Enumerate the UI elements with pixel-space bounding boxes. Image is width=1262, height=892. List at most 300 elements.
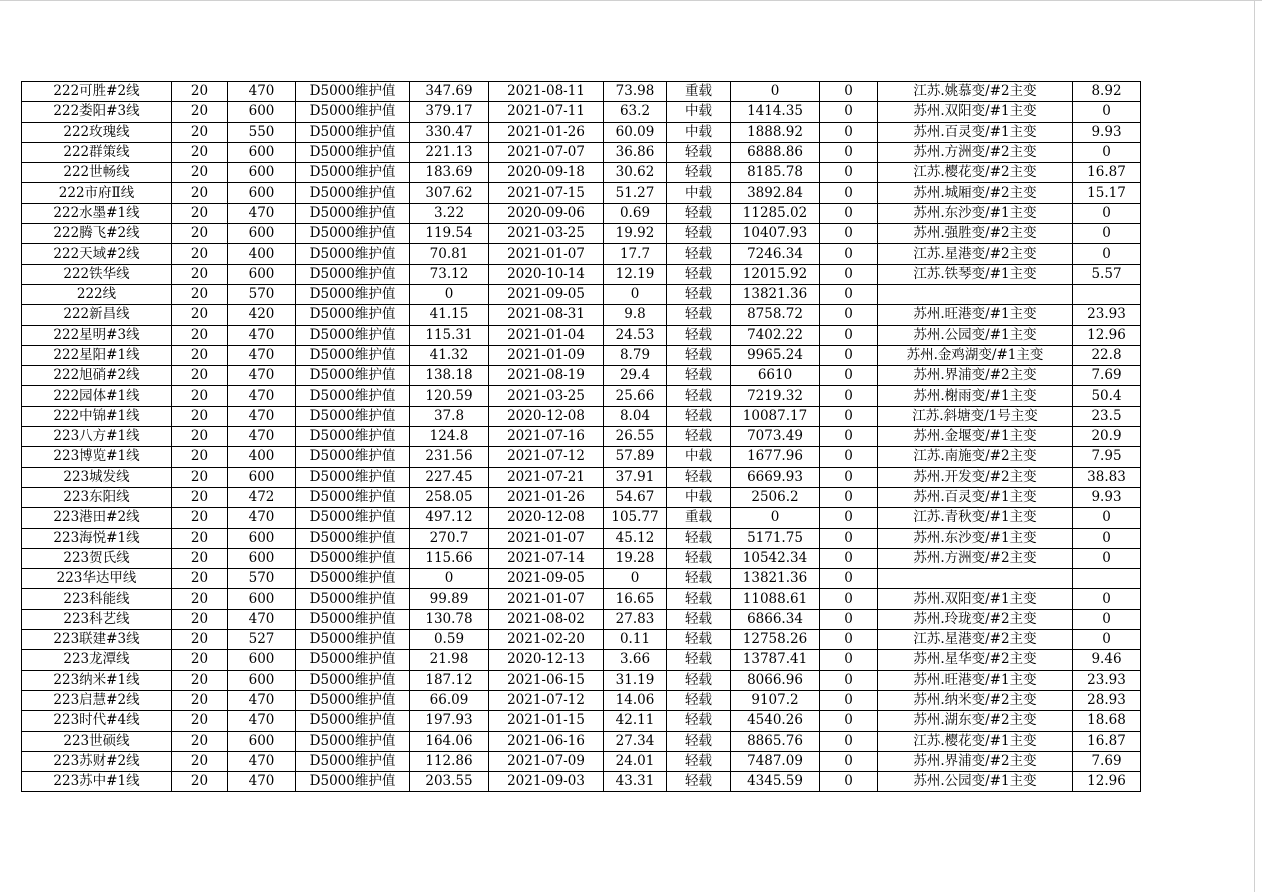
cell-transformer: 江苏.铁琴变/#1主变 (878, 264, 1073, 284)
cell-margin: 7487.09 (731, 751, 820, 771)
cell-margin: 8865.76 (731, 731, 820, 751)
cell-load-rate: 9.8 (604, 305, 667, 325)
cell-transformer-rate: 12.96 (1073, 325, 1141, 345)
cell-line-name: 222群策线 (22, 142, 172, 162)
cell-voltage: 20 (172, 163, 228, 183)
cell-margin: 9965.24 (731, 345, 820, 365)
cell-date: 2021-01-26 (489, 122, 604, 142)
cell-margin: 0 (731, 82, 820, 102)
cell-data-source: D5000维护值 (296, 508, 410, 528)
cell-data-source: D5000维护值 (296, 609, 410, 629)
cell-load-rate: 54.67 (604, 487, 667, 507)
cell-rated-current: 400 (228, 244, 296, 264)
cell-load-status: 轻载 (667, 224, 731, 244)
cell-rated-current: 470 (228, 690, 296, 710)
cell-load-status: 中载 (667, 122, 731, 142)
table-row (22, 569, 1141, 589)
table-row (22, 386, 1141, 406)
cell-transformer: 苏州.百灵变/#1主变 (878, 122, 1073, 142)
cell-load-rate: 60.09 (604, 122, 667, 142)
cell-load-rate: 27.83 (604, 609, 667, 629)
table-row (22, 122, 1141, 142)
cell-transformer: 苏州.界浦变/#2主变 (878, 751, 1073, 771)
cell-load-status: 轻载 (667, 386, 731, 406)
cell-current-value: 37.8 (410, 406, 489, 426)
cell-transformer: 苏州.方洲变/#2主变 (878, 142, 1073, 162)
cell-load-rate: 17.7 (604, 244, 667, 264)
cell-transformer: 苏州.双阳变/#1主变 (878, 102, 1073, 122)
cell-load-status: 轻载 (667, 305, 731, 325)
cell-load-rate: 0.11 (604, 630, 667, 650)
cell-transformer-rate: 9.93 (1073, 487, 1141, 507)
cell-transformer: 江苏.斜塘变/1号主变 (878, 406, 1073, 426)
cell-voltage: 20 (172, 102, 228, 122)
cell-margin: 10542.34 (731, 548, 820, 568)
cell-transformer-rate: 0 (1073, 508, 1141, 528)
cell-rated-current: 470 (228, 325, 296, 345)
cell-voltage: 20 (172, 650, 228, 670)
cell-date: 2021-01-07 (489, 528, 604, 548)
cell-date: 2021-08-19 (489, 366, 604, 386)
cell-current-value: 0 (410, 569, 489, 589)
cell-line-name: 223启慧#2线 (22, 690, 172, 710)
cell-current-value: 119.54 (410, 224, 489, 244)
cell-transformer-rate: 7.69 (1073, 366, 1141, 386)
cell-current-value: 183.69 (410, 163, 489, 183)
cell-margin: 7219.32 (731, 386, 820, 406)
cell-current-value: 138.18 (410, 366, 489, 386)
cell-data-source: D5000维护值 (296, 630, 410, 650)
cell-rated-current: 470 (228, 345, 296, 365)
table-row (22, 325, 1141, 345)
cell-load-rate: 73.98 (604, 82, 667, 102)
cell-data-source: D5000维护值 (296, 751, 410, 771)
cell-data-source: D5000维护值 (296, 325, 410, 345)
cell-transformer-rate (1073, 569, 1141, 589)
cell-margin: 8758.72 (731, 305, 820, 325)
cell-load-rate: 8.04 (604, 406, 667, 426)
cell-line-name: 222天域#2线 (22, 244, 172, 264)
cell-col-zero: 0 (820, 305, 878, 325)
cell-rated-current: 470 (228, 772, 296, 792)
cell-voltage: 20 (172, 366, 228, 386)
table-row (22, 244, 1141, 264)
table-body (22, 82, 1141, 792)
cell-voltage: 20 (172, 264, 228, 284)
cell-transformer-rate: 16.87 (1073, 731, 1141, 751)
cell-load-status: 轻载 (667, 650, 731, 670)
cell-col-zero: 0 (820, 224, 878, 244)
table-row (22, 427, 1141, 447)
cell-line-name: 223联建#3线 (22, 630, 172, 650)
cell-load-rate: 24.01 (604, 751, 667, 771)
cell-transformer: 苏州.双阳变/#1主变 (878, 589, 1073, 609)
cell-transformer: 江苏.星港变/#2主变 (878, 630, 1073, 650)
cell-load-rate: 14.06 (604, 690, 667, 710)
cell-load-status: 轻载 (667, 406, 731, 426)
cell-voltage: 20 (172, 82, 228, 102)
cell-data-source: D5000维护值 (296, 690, 410, 710)
cell-current-value: 130.78 (410, 609, 489, 629)
cell-data-source: D5000维护值 (296, 122, 410, 142)
cell-rated-current: 600 (228, 467, 296, 487)
cell-load-rate: 57.89 (604, 447, 667, 467)
cell-margin: 1414.35 (731, 102, 820, 122)
cell-margin: 4345.59 (731, 772, 820, 792)
cell-date: 2020-12-13 (489, 650, 604, 670)
cell-load-status: 轻载 (667, 670, 731, 690)
cell-load-status: 轻载 (667, 772, 731, 792)
cell-data-source: D5000维护值 (296, 264, 410, 284)
cell-rated-current: 600 (228, 224, 296, 244)
cell-current-value: 347.69 (410, 82, 489, 102)
cell-margin: 6669.93 (731, 467, 820, 487)
cell-transformer-rate: 0 (1073, 589, 1141, 609)
cell-data-source: D5000维护值 (296, 386, 410, 406)
cell-voltage: 20 (172, 772, 228, 792)
cell-rated-current: 600 (228, 264, 296, 284)
cell-load-rate: 37.91 (604, 467, 667, 487)
cell-voltage: 20 (172, 203, 228, 223)
cell-transformer: 苏州.东沙变/#1主变 (878, 528, 1073, 548)
cell-rated-current: 400 (228, 447, 296, 467)
cell-transformer (878, 569, 1073, 589)
cell-line-name: 222线 (22, 284, 172, 304)
cell-line-name: 222腾飞#2线 (22, 224, 172, 244)
cell-transformer-rate: 22.8 (1073, 345, 1141, 365)
cell-load-status: 轻载 (667, 751, 731, 771)
cell-line-name: 222园体#1线 (22, 386, 172, 406)
cell-col-zero: 0 (820, 102, 878, 122)
cell-load-rate: 16.65 (604, 589, 667, 609)
cell-load-status: 轻载 (667, 609, 731, 629)
cell-line-name: 222玫瑰线 (22, 122, 172, 142)
table-row (22, 284, 1141, 304)
cell-transformer: 江苏.星港变/#2主变 (878, 244, 1073, 264)
cell-margin: 0 (731, 508, 820, 528)
cell-data-source: D5000维护值 (296, 224, 410, 244)
cell-data-source: D5000维护值 (296, 711, 410, 731)
cell-line-name: 223苏财#2线 (22, 751, 172, 771)
cell-rated-current: 527 (228, 630, 296, 650)
cell-date: 2020-09-18 (489, 163, 604, 183)
table-row (22, 142, 1141, 162)
cell-transformer-rate: 0 (1073, 630, 1141, 650)
cell-current-value: 197.93 (410, 711, 489, 731)
cell-current-value: 497.12 (410, 508, 489, 528)
cell-date: 2021-07-16 (489, 427, 604, 447)
cell-data-source: D5000维护值 (296, 487, 410, 507)
cell-transformer-rate: 23.5 (1073, 406, 1141, 426)
cell-current-value: 112.86 (410, 751, 489, 771)
cell-line-name: 223博览#1线 (22, 447, 172, 467)
cell-load-status: 轻载 (667, 589, 731, 609)
cell-col-zero: 0 (820, 609, 878, 629)
cell-data-source: D5000维护值 (296, 366, 410, 386)
cell-col-zero: 0 (820, 142, 878, 162)
table-row (22, 467, 1141, 487)
cell-rated-current: 470 (228, 366, 296, 386)
cell-voltage: 20 (172, 569, 228, 589)
cell-line-name: 223龙潭线 (22, 650, 172, 670)
cell-date: 2021-06-15 (489, 670, 604, 690)
cell-margin: 6610 (731, 366, 820, 386)
cell-transformer: 苏州.界浦变/#2主变 (878, 366, 1073, 386)
cell-date: 2021-07-11 (489, 102, 604, 122)
cell-margin: 3892.84 (731, 183, 820, 203)
cell-voltage: 20 (172, 244, 228, 264)
cell-transformer-rate: 7.69 (1073, 751, 1141, 771)
cell-voltage: 20 (172, 528, 228, 548)
cell-current-value: 258.05 (410, 487, 489, 507)
cell-col-zero: 0 (820, 406, 878, 426)
cell-rated-current: 472 (228, 487, 296, 507)
cell-margin: 8066.96 (731, 670, 820, 690)
cell-transformer-rate: 0 (1073, 528, 1141, 548)
cell-col-zero: 0 (820, 731, 878, 751)
table-row (22, 508, 1141, 528)
cell-load-status: 中载 (667, 487, 731, 507)
cell-col-zero: 0 (820, 690, 878, 710)
cell-current-value: 124.8 (410, 427, 489, 447)
cell-load-status: 轻载 (667, 325, 731, 345)
cell-margin: 7073.49 (731, 427, 820, 447)
cell-date: 2021-01-26 (489, 487, 604, 507)
cell-col-zero: 0 (820, 569, 878, 589)
table-row (22, 82, 1141, 102)
table-row (22, 751, 1141, 771)
cell-transformer-rate: 0 (1073, 142, 1141, 162)
cell-date: 2021-07-12 (489, 447, 604, 467)
cell-col-zero: 0 (820, 427, 878, 447)
cell-margin: 2506.2 (731, 487, 820, 507)
cell-voltage: 20 (172, 487, 228, 507)
cell-voltage: 20 (172, 183, 228, 203)
cell-data-source: D5000维护值 (296, 650, 410, 670)
cell-date: 2021-01-15 (489, 711, 604, 731)
cell-line-name: 222旭硝#2线 (22, 366, 172, 386)
cell-data-source: D5000维护值 (296, 731, 410, 751)
cell-load-status: 轻载 (667, 366, 731, 386)
cell-transformer: 苏州.旺港变/#1主变 (878, 670, 1073, 690)
cell-voltage: 20 (172, 609, 228, 629)
cell-data-source: D5000维护值 (296, 142, 410, 162)
cell-load-status: 中载 (667, 102, 731, 122)
cell-line-name: 222水墨#1线 (22, 203, 172, 223)
table-row (22, 772, 1141, 792)
cell-load-rate: 105.77 (604, 508, 667, 528)
cell-load-status: 轻载 (667, 630, 731, 650)
cell-line-name: 223东阳线 (22, 487, 172, 507)
cell-rated-current: 600 (228, 731, 296, 751)
cell-current-value: 115.66 (410, 548, 489, 568)
cell-line-name: 223科能线 (22, 589, 172, 609)
cell-current-value: 41.15 (410, 305, 489, 325)
cell-rated-current: 600 (228, 650, 296, 670)
cell-load-status: 中载 (667, 183, 731, 203)
cell-col-zero: 0 (820, 386, 878, 406)
cell-current-value: 330.47 (410, 122, 489, 142)
cell-transformer: 苏州.开发变/#2主变 (878, 467, 1073, 487)
cell-date: 2020-12-08 (489, 508, 604, 528)
cell-data-source: D5000维护值 (296, 772, 410, 792)
cell-col-zero: 0 (820, 670, 878, 690)
cell-margin: 9107.2 (731, 690, 820, 710)
cell-current-value: 227.45 (410, 467, 489, 487)
cell-load-rate: 29.4 (604, 366, 667, 386)
cell-load-rate: 19.92 (604, 224, 667, 244)
cell-load-rate: 27.34 (604, 731, 667, 751)
cell-line-name: 223八方#1线 (22, 427, 172, 447)
data-table (21, 81, 1141, 792)
table-row (22, 690, 1141, 710)
cell-load-status: 轻载 (667, 203, 731, 223)
cell-date: 2021-01-07 (489, 589, 604, 609)
cell-voltage: 20 (172, 284, 228, 304)
cell-rated-current: 570 (228, 569, 296, 589)
cell-margin: 1888.92 (731, 122, 820, 142)
cell-load-rate: 31.19 (604, 670, 667, 690)
table-row (22, 609, 1141, 629)
cell-transformer: 苏州.湖东变/#2主变 (878, 711, 1073, 731)
cell-transformer: 苏州.城厢变/#2主变 (878, 183, 1073, 203)
cell-line-name: 222铁华线 (22, 264, 172, 284)
cell-data-source: D5000维护值 (296, 345, 410, 365)
cell-load-rate: 8.79 (604, 345, 667, 365)
cell-line-name: 223城发线 (22, 467, 172, 487)
cell-load-rate: 30.62 (604, 163, 667, 183)
cell-data-source: D5000维护值 (296, 467, 410, 487)
cell-current-value: 221.13 (410, 142, 489, 162)
cell-load-status: 轻载 (667, 244, 731, 264)
cell-line-name: 223贺氏线 (22, 548, 172, 568)
cell-col-zero: 0 (820, 82, 878, 102)
cell-voltage: 20 (172, 630, 228, 650)
cell-data-source: D5000维护值 (296, 305, 410, 325)
cell-line-name: 223华达甲线 (22, 569, 172, 589)
cell-load-status: 轻载 (667, 345, 731, 365)
page-edge-right (1254, 0, 1255, 892)
table-row (22, 183, 1141, 203)
cell-rated-current: 600 (228, 142, 296, 162)
cell-transformer-rate: 5.57 (1073, 264, 1141, 284)
cell-transformer: 江苏.樱花变/#2主变 (878, 163, 1073, 183)
cell-margin: 1677.96 (731, 447, 820, 467)
cell-transformer-rate: 28.93 (1073, 690, 1141, 710)
cell-date: 2021-07-07 (489, 142, 604, 162)
cell-load-rate: 51.27 (604, 183, 667, 203)
cell-date: 2021-06-16 (489, 731, 604, 751)
cell-col-zero: 0 (820, 284, 878, 304)
cell-rated-current: 470 (228, 609, 296, 629)
cell-transformer-rate: 12.96 (1073, 772, 1141, 792)
table-row (22, 528, 1141, 548)
cell-date: 2021-08-31 (489, 305, 604, 325)
cell-col-zero: 0 (820, 447, 878, 467)
cell-data-source: D5000维护值 (296, 284, 410, 304)
cell-col-zero: 0 (820, 508, 878, 528)
cell-load-status: 轻载 (667, 163, 731, 183)
cell-voltage: 20 (172, 467, 228, 487)
table-row (22, 447, 1141, 467)
cell-col-zero: 0 (820, 630, 878, 650)
cell-line-name: 222娄阳#3线 (22, 102, 172, 122)
cell-load-rate: 43.31 (604, 772, 667, 792)
cell-line-name: 223港田#2线 (22, 508, 172, 528)
cell-data-source: D5000维护值 (296, 244, 410, 264)
cell-rated-current: 470 (228, 751, 296, 771)
cell-line-name: 222新昌线 (22, 305, 172, 325)
cell-load-rate: 0 (604, 569, 667, 589)
cell-transformer: 苏州.纳米变/#2主变 (878, 690, 1073, 710)
cell-data-source: D5000维护值 (296, 183, 410, 203)
cell-current-value: 120.59 (410, 386, 489, 406)
cell-line-name: 223纳米#1线 (22, 670, 172, 690)
cell-col-zero: 0 (820, 467, 878, 487)
cell-transformer: 苏州.公园变/#1主变 (878, 772, 1073, 792)
cell-transformer-rate: 0 (1073, 203, 1141, 223)
cell-voltage: 20 (172, 386, 228, 406)
cell-data-source: D5000维护值 (296, 447, 410, 467)
table-row (22, 589, 1141, 609)
cell-margin: 13821.36 (731, 569, 820, 589)
cell-line-name: 222星明#3线 (22, 325, 172, 345)
cell-current-value: 231.56 (410, 447, 489, 467)
table-row (22, 345, 1141, 365)
cell-date: 2021-03-25 (489, 224, 604, 244)
table-row (22, 650, 1141, 670)
cell-transformer: 苏州.东沙变/#1主变 (878, 203, 1073, 223)
cell-load-rate: 0.69 (604, 203, 667, 223)
cell-line-name: 222世畅线 (22, 163, 172, 183)
cell-load-rate: 25.66 (604, 386, 667, 406)
cell-current-value: 307.62 (410, 183, 489, 203)
cell-margin: 13787.41 (731, 650, 820, 670)
cell-current-value: 270.7 (410, 528, 489, 548)
cell-margin: 13821.36 (731, 284, 820, 304)
cell-load-status: 轻载 (667, 427, 731, 447)
cell-transformer: 苏州.金鸡湖变/#1主变 (878, 345, 1073, 365)
cell-col-zero: 0 (820, 650, 878, 670)
cell-data-source: D5000维护值 (296, 406, 410, 426)
cell-current-value: 3.22 (410, 203, 489, 223)
cell-rated-current: 470 (228, 82, 296, 102)
cell-margin: 7402.22 (731, 325, 820, 345)
cell-transformer-rate: 50.4 (1073, 386, 1141, 406)
cell-margin: 10087.17 (731, 406, 820, 426)
cell-date: 2021-07-09 (489, 751, 604, 771)
cell-load-rate: 24.53 (604, 325, 667, 345)
cell-voltage: 20 (172, 224, 228, 244)
cell-col-zero: 0 (820, 751, 878, 771)
cell-current-value: 164.06 (410, 731, 489, 751)
cell-current-value: 0.59 (410, 630, 489, 650)
cell-voltage: 20 (172, 122, 228, 142)
cell-load-rate: 36.86 (604, 142, 667, 162)
page-edge-top (0, 0, 1262, 1)
cell-rated-current: 470 (228, 508, 296, 528)
cell-date: 2021-09-03 (489, 772, 604, 792)
cell-data-source: D5000维护值 (296, 589, 410, 609)
cell-transformer: 江苏.樱花变/#1主变 (878, 731, 1073, 751)
cell-col-zero: 0 (820, 325, 878, 345)
cell-date: 2021-09-05 (489, 284, 604, 304)
cell-voltage: 20 (172, 142, 228, 162)
cell-date: 2020-10-14 (489, 264, 604, 284)
cell-col-zero: 0 (820, 183, 878, 203)
cell-transformer-rate: 9.46 (1073, 650, 1141, 670)
cell-current-value: 115.31 (410, 325, 489, 345)
